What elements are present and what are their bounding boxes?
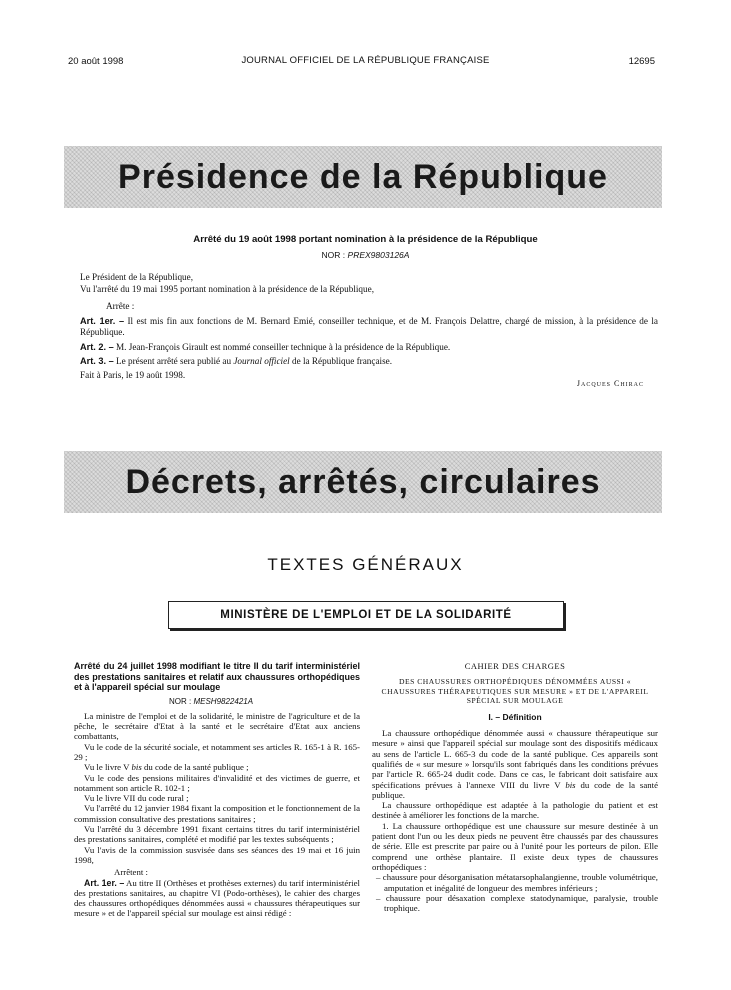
paragraph [74, 762, 360, 772]
article-text: Au titre II (Orthèses et prothèses externes) du tarif interministériel des prestations sanitaires, au chapitre VI (Podo-orthèses), le cahier des charges des chaussures orthopédiques dénommées aussi « chaussures thérapeutiques sur mesure » et de l'appareil spécial sur moulage est ainsi rédigé : [74, 877, 360, 919]
text-italic: bis [131, 762, 142, 773]
nor-reference [169, 697, 360, 707]
text: du code de la santé publique. [372, 779, 658, 800]
nor-reference [0, 250, 731, 260]
nor-label: NOR : [169, 696, 194, 706]
arrete-title: Arrêté du 24 juillet 1998 modifiant le titre II du tarif interministériel des prestations sanitaires et relatif aux chaussures orthopédiques et à l'appareil spécial sur moulage [74, 661, 360, 692]
paragraph: Le Président de la République, [80, 272, 194, 282]
right-column [372, 661, 658, 913]
ministry-box: MINISTÈRE DE L'EMPLOI ET DE LA SOLIDARITÉ [168, 601, 564, 629]
list-item: – chaussure pour désaxation complexe statodynamique, paralysie, trouble trophique. [376, 892, 658, 914]
section-banner-presidence [64, 146, 662, 208]
journal-title: JOURNAL OFFICIEL DE LA RÉPUBLIQUE FRANÇAISE [241, 55, 490, 66]
article-text: Il est mis fin aux fonctions de M. Bernard Emié, conseiller technique, et de M. François Delattre, chargé de mission, à la présidence de la République. [80, 315, 658, 337]
text: La chaussure orthopédique dénommée aussi « chaussure thérapeutique sur mesure » ainsi que l'appareil spécial sur moulage sont des dispositifs médicaux au sens de l'article L. 665-3 du code de la santé publique. Ces appareils sont qualifiés de « sur mesure » lorsqu'ils sont fabriqués dans les conditions prévues par l'article R. 665-24 dudit code. Dans ce cas, le fabricant doit satisfaire aux spécifications prévues à l'annexe VIII du livre V [372, 728, 658, 790]
arrete-word: Arrête : [106, 301, 135, 311]
article-label: Art. 1er. – [84, 877, 125, 888]
article-1 [80, 316, 658, 339]
arrete-body [80, 272, 658, 381]
banner-title: Présidence de la République [118, 157, 608, 196]
paragraph: Vu l'avis de la commission susvisée dans ses séances des 19 mai et 16 juin 1998, [74, 844, 360, 865]
paragraph: Vu l'arrêté du 19 mai 1995 portant nomination à la présidence de la République, [80, 283, 374, 294]
paragraph: 1. La chaussure orthopédique est une chaussure sur mesure destinée à un patient dont l'un ou les deux pieds ne peuvent être chaussés par des chaussures de série. Elle est prescrite par paire ou à l'unité pour les porteurs de pilon. Elle comprend une orthèse plantaire. Il existe deux types de chaussures orthopédiques : [372, 820, 658, 872]
paragraph [372, 728, 658, 800]
list-item: – chaussure pour désorganisation métatarsophalangienne, trouble volumétrique, amputation et inégalité de longueur des membres inférieurs ; [376, 872, 658, 893]
banner-title: Décrets, arrêtés, circulaires [125, 462, 601, 501]
article-label: Art. 1er. – [80, 315, 125, 326]
paragraph: Vu l'arrêté du 12 janvier 1984 fixant la composition et le fonctionnement de la commission consultative des prestations sanitaires ; [74, 803, 360, 824]
text: du code de la santé publique ; [141, 762, 249, 773]
section-banner-decrets [64, 451, 662, 513]
paragraph: Vu le code de la sécurité sociale, et notamment ses articles R. 165-1 à R. 165-29 ; [74, 741, 360, 762]
page-date: 20 août 1998 [68, 56, 124, 67]
article-2 [80, 342, 658, 354]
text: Vu le livre V [84, 762, 132, 773]
arretent-word: Arrêtent : [114, 867, 148, 878]
paragraph: La chaussure orthopédique est adaptée à la pathologie du patient et est destinée à améliorer les fonctions de la marche. [372, 800, 658, 821]
paragraph: Vu le livre VII du code rural ; [84, 793, 189, 804]
text-italic: bis [565, 779, 576, 790]
article-text: M. Jean-François Girault est nommé conseiller technique à la présidence de la République. [113, 341, 451, 352]
signature: Jacques Chirac [576, 379, 644, 388]
article-text-italic: Journal officiel [233, 356, 290, 366]
fait-line: Fait à Paris, le 19 août 1998. [80, 369, 186, 380]
section-heading: I. – Définition [488, 711, 542, 722]
nor-value: MESH9822421A [193, 696, 254, 706]
article-label: Art. 3. – [80, 356, 114, 366]
section-heading: TEXTES GÉNÉRAUX [267, 555, 464, 574]
article-1 [74, 878, 360, 919]
article-text: Le présent arrêté sera publié au [113, 356, 234, 366]
article-text: de la République française. [289, 356, 393, 366]
cahier-subheading: DES CHAUSSURES ORTHOPÉDIQUES DÉNOMMÉES AUSSI « CHAUSSURES THÉRAPEUTIQUES SUR MESURE » ET DE L'APPAREIL SPÉCIAL SUR MOULAGE [381, 677, 649, 706]
page-number: 12695 [628, 56, 655, 67]
paragraph: Vu le code des pensions militaires d'invalidité et des victimes de guerre, et notamment son article R. 102-1 ; [74, 772, 360, 793]
arrete-title: Arrêté du 19 août 1998 portant nomination à la présidence de la République [193, 234, 538, 245]
paragraph: Vu l'arrêté du 3 décembre 1991 fixant certains titres du tarif interministériel des prestations sanitaires, complété et modifié par les textes subséquents ; [74, 824, 360, 845]
article-3 [80, 356, 658, 368]
cahier-heading: CAHIER DES CHARGES [464, 661, 566, 671]
article-label: Art. 2. – [80, 341, 114, 352]
paragraph: La ministre de l'emploi et de la solidarité, le ministre de l'agriculture et de la pêche, le secrétaire d'Etat à la santé et le secrétaire d'Etat aux anciens combattants, [74, 710, 360, 742]
left-column [74, 661, 360, 919]
nor-value: PREX9803126A [347, 250, 410, 260]
nor-label: NOR : [321, 250, 348, 260]
